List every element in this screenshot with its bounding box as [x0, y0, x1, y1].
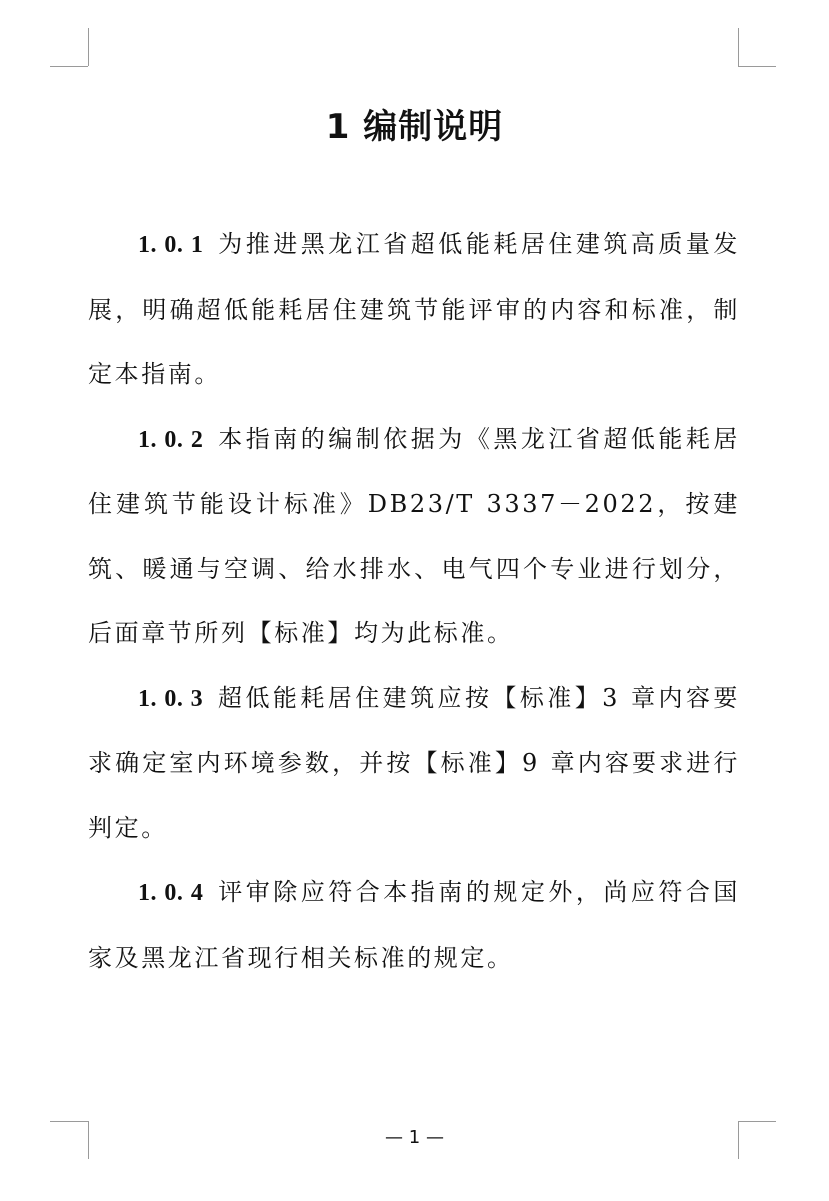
- clause-number: 1. 0. 1: [138, 232, 204, 258]
- page-title: 1 编制说明: [325, 106, 504, 147]
- clause-1-0-4: [88, 860, 740, 990]
- clause-number: 1. 0. 3: [138, 685, 204, 712]
- clause-1-0-1: [88, 212, 740, 407]
- clause-text: 超低能耗居住建筑应按【标准】3 章内容要求确定室内环境参数，并按【标准】9 章内容要求进行判定。: [88, 683, 741, 842]
- clause-text: 本指南的编制依据为《黑龙江省超低能耗居住建筑节能设计标准》DB23/T 3337－2022，按建筑、暖通与空调、给水排水、电气四个专业进行划分，后面章节所列【标准】均为此标准。: [88, 424, 741, 647]
- clause-number: 1. 0. 4: [138, 880, 204, 906]
- clause-number: 1. 0. 2: [138, 426, 204, 453]
- clause-1-0-2: [88, 407, 740, 666]
- clause-text: 评审除应符合本指南的规定外，尚应符合国家及黑龙江省现行相关标准的规定。: [88, 878, 741, 972]
- clause-1-0-3: [88, 666, 740, 861]
- clause-text: 为推进黑龙江省超低能耗居住建筑高质量发展，明确超低能耗居住建筑节能评审的内容和标准，制定本指南。: [88, 230, 741, 388]
- page-number: — 1 —: [385, 1127, 444, 1148]
- document-body: [88, 212, 740, 990]
